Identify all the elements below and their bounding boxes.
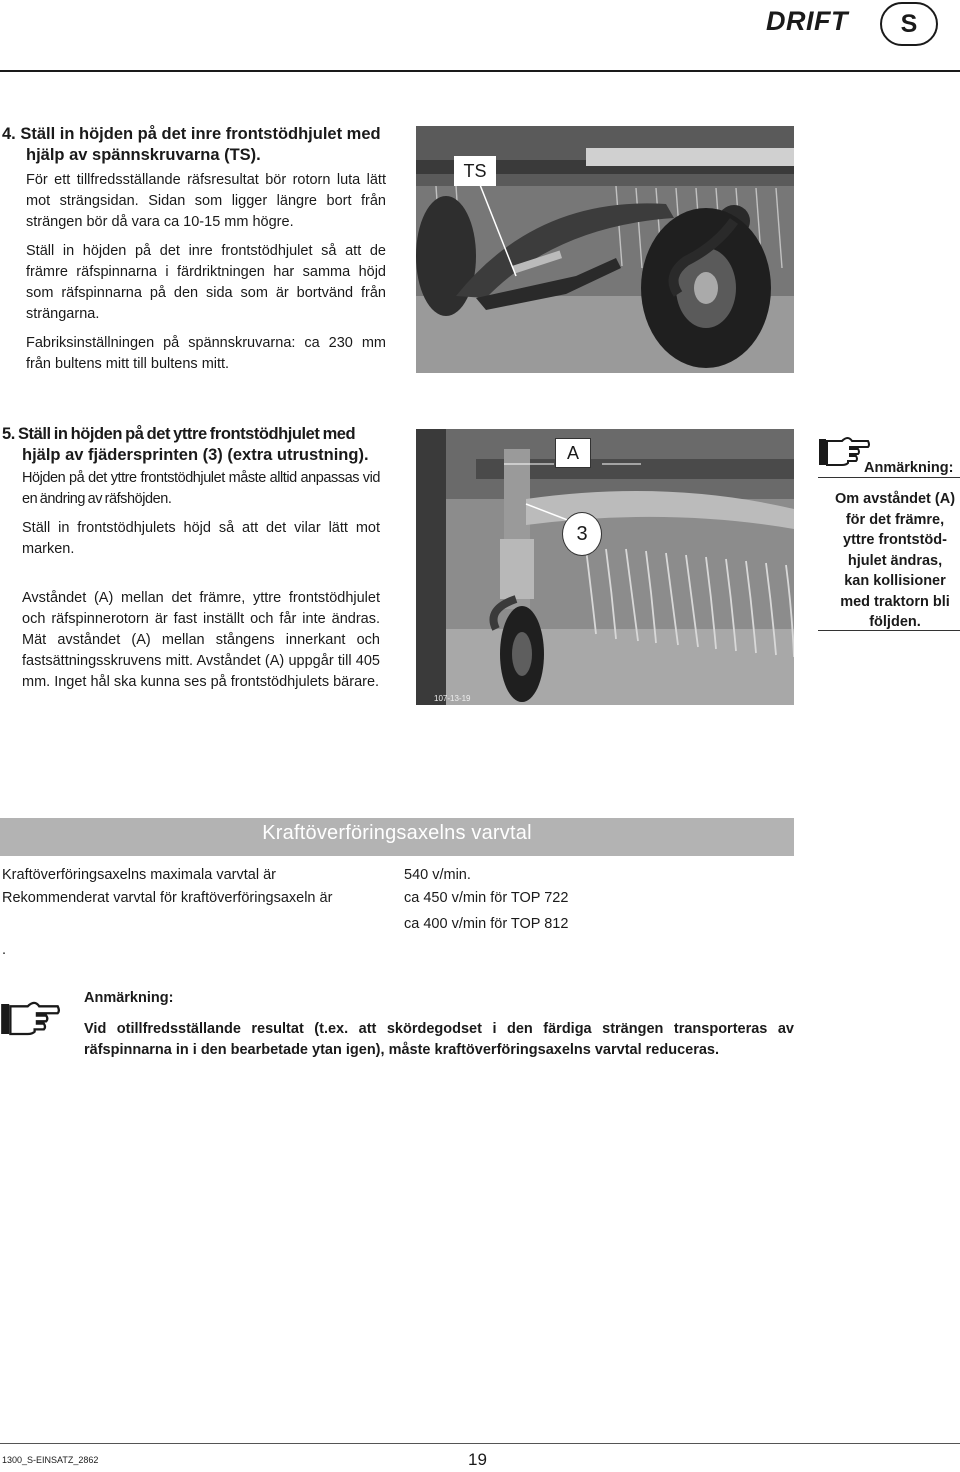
section-5-heading-line2: hjälp av fjädersprinten (3) (extra utrustning). — [22, 446, 369, 464]
spring-pin-3-label: 3 — [562, 512, 602, 556]
pto-note-title: Anmärkning: — [84, 990, 174, 1006]
pto-row1-value: 540 v/min. — [404, 867, 471, 883]
pto-section-title: Kraftöverföringsaxelns varvtal — [262, 822, 532, 844]
side-note-line: kan kollisioner — [844, 573, 946, 589]
photo-outer-support-wheel-drawing — [416, 429, 794, 705]
section-5-paragraph-2: Ställ in frontstödhjulets höjd så att det vilar lätt mot marken. — [22, 520, 380, 557]
note-icon-pto — [0, 997, 60, 1041]
section-5-paragraph-1: Höjden på det yttre frontstödhjulet måste alltid anpassas vid en ändring av räfshöjden. — [22, 470, 380, 507]
side-note-body — [818, 489, 960, 633]
pto-row2-value-b: ca 400 v/min för TOP 812 — [404, 916, 569, 932]
section-5-heading-line1: 5. Ställ in höjden på det yttre frontstödhjulet med — [2, 425, 356, 443]
document-id: 1300_S-EINSATZ_2862 — [2, 1455, 99, 1465]
side-note-line: Om avståndet (A) — [834, 491, 956, 507]
language-badge: S — [880, 2, 938, 46]
section-4-text — [2, 124, 386, 383]
pointing-hand-icon — [0, 997, 60, 1041]
side-note-line: hjulet ändras, — [847, 552, 943, 569]
side-note-line: yttre frontstöd- — [843, 532, 947, 548]
photo-code: 107-13-19 — [434, 694, 471, 703]
side-note-line: följden. — [869, 614, 921, 630]
section-5-text — [2, 424, 380, 701]
pto-note-body: Vid otillfredsställande resultat (t.ex. att skördegodset i den färdiga strängen transporteras av räfspinnarna in i den bearbetade ytan igen), måste kraftöverföringsaxelns varvtal reduceras. — [84, 1021, 794, 1058]
page-number: 19 — [468, 1450, 487, 1469]
side-note-line: för det främre, — [845, 511, 945, 528]
pto-row1-label: Kraftöverföringsaxelns maximala varvtal är — [2, 867, 276, 883]
ts-label: TS — [454, 156, 496, 186]
note-icon-side — [818, 433, 870, 471]
pto-row2-value-a: ca 450 v/min för TOP 722 — [404, 890, 569, 906]
photo-outer-support-wheel — [416, 429, 794, 705]
pto-row2-label: Rekommenderat varvtal för kraftöverföringsaxeln är — [2, 890, 333, 906]
header-divider — [0, 70, 960, 72]
side-note-title: Anmärkning: — [864, 460, 954, 476]
section-4-paragraph-3: Fabriksinställningen på spännskruvarna: ca 230 mm från bultens mitt till bultens mitt. — [26, 335, 386, 372]
side-note-divider — [818, 477, 960, 478]
page-header-title: DRIFT — [766, 6, 848, 36]
side-note-divider-bottom — [818, 630, 960, 631]
section-4-heading-line2: hjälp av spännskruvarna (TS). — [26, 146, 261, 164]
section-5-paragraph-3: Avståndet (A) mellan det främre, yttre frontstödhjulet och räfspinnerotorn är fast inställt och får inte ändras. Mät avståndet (A) mellan stångens innerkant och fastsättningsskruvens mitt. Avståndet (A) uppgår till 405 mm. Inget hål ska kunna ses på frontstödhjulets bärare. — [22, 590, 380, 690]
pto-stray-dot: . — [2, 942, 7, 958]
section-4-paragraph-1: För ett tillfredsställande räfsresultat bör rotorn luta lätt mot strängsidan. Sidan som ligger längre bort från strängen bör då vara ca 10-15 mm högre. — [26, 172, 386, 230]
pointing-hand-icon — [818, 433, 870, 471]
footer-divider — [0, 1443, 960, 1444]
distance-a-label: A — [555, 438, 591, 468]
side-note-line: med traktorn bli — [840, 593, 950, 610]
section-4-heading-line1: 4. Ställ in höjden på det inre frontstödhjulet med — [2, 125, 381, 143]
section-4-paragraph-2: Ställ in höjden på det inre frontstödhjulet så att de främre räfspinnarna i färdriktningen har samma höjd som räfspinnarna på den sida som är bortvänd från strängarna. — [26, 243, 386, 322]
